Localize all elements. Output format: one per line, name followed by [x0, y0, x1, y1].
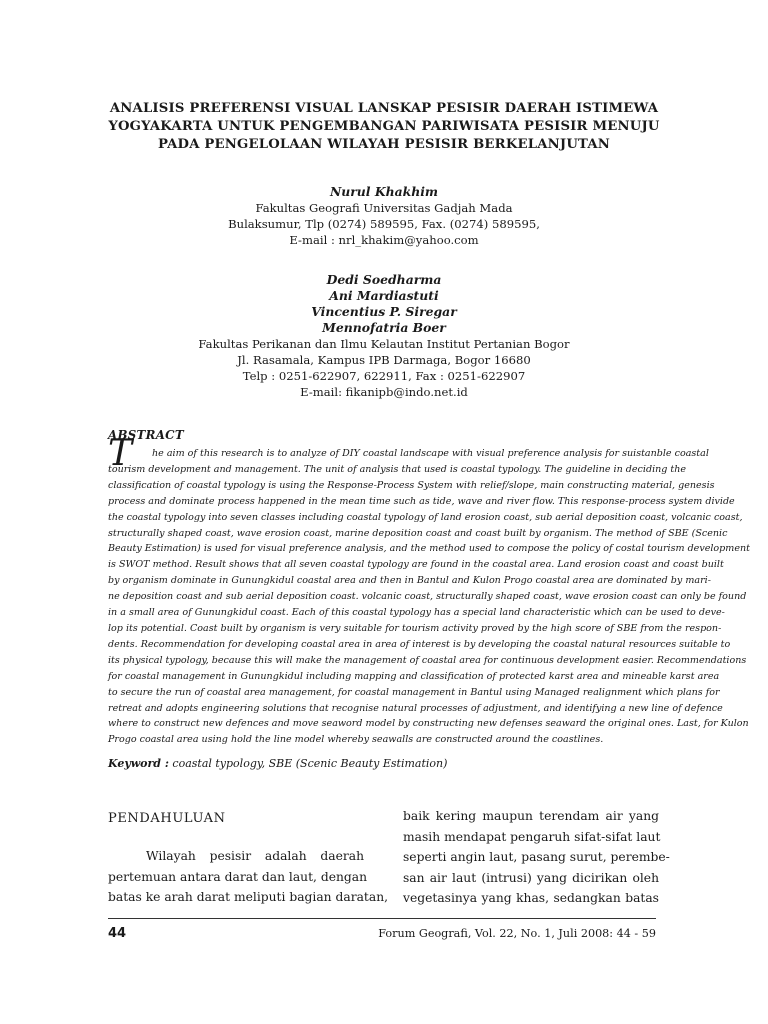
- journal-citation: Forum Geografi, Vol. 22, No. 1, Juli 2008: 44 - 59: [378, 927, 656, 940]
- affiliation-line: Fakultas Perikanan dan Ilmu Kelautan Institut Pertanian Bogor: [198, 337, 570, 351]
- affiliation-line: Jl. Rasamala, Kampus IPB Darmaga, Bogor 16680: [237, 353, 531, 367]
- section-heading: PENDAHULUAN: [108, 811, 226, 826]
- body-column-right: [403, 806, 670, 909]
- abstract-line: where to construct new defences and move seaword model by constructing new defenses seaward the original ones. Last, for Kulon: [108, 718, 749, 730]
- page-number: 44: [108, 926, 127, 941]
- author-email: E-mail : nrl_khakim@yahoo.com: [289, 233, 479, 247]
- abstract-line: its physical typology, because this will make the management of coastal area for continuous development easier. Recommendations: [108, 654, 747, 666]
- body-line: pertemuan antara darat dan laut, dengan: [108, 869, 368, 884]
- author-block-primary: [110, 184, 658, 248]
- affiliation-line: Telp : 0251-622907, 622911, Fax : 0251-622907: [242, 369, 526, 383]
- body-line: masih mendapat pengaruh sifat-sifat laut: [403, 829, 661, 844]
- body-column-left: [108, 846, 389, 908]
- abstract-line: by organism dominate in Gunungkidul coastal area and then in Bantul and Kulon Progo coastal area are dominated by mari-: [108, 575, 711, 587]
- affiliation-line: Bulaksumur, Tlp (0274) 589595, Fax. (0274) 589595,: [228, 217, 540, 231]
- abstract-line: to secure the run of coastal area management, for coastal management in Bantul using Managed realignment which plans for: [108, 686, 720, 698]
- author-name: Dedi Soedharma: [326, 272, 442, 287]
- body-line: vegetasinya yang khas, sedangkan batas: [403, 891, 659, 905]
- abstract-line: in a small area of Gunungkidul coast. Each of this coastal typology has a special land characteristic which can be used to deve-: [108, 607, 725, 619]
- abstract-line: lop its potential. Coast built by organism is very suitable for tourism activity proved by the high score of SBE from the respon-: [108, 622, 722, 634]
- abstract-line: for coastal management in Gunungkidul including mapping and classification of protected karst area and mineable karst area: [108, 670, 720, 682]
- body-line: batas ke arah darat meliputi bagian daratan,: [108, 890, 389, 904]
- abstract-line: Beauty Estimation) is used for visual preference analysis, and the method used to compose the policy of costal tourism development: [108, 543, 750, 555]
- title-line-3: PADA PENGELOLAAN WILAYAH PESISIR BERKELANJUTAN: [157, 137, 611, 152]
- keyword-label: Keyword :: [108, 757, 169, 770]
- abstract-line: classification of coastal typology is using the Response-Process System with relief/slope, main constructing material, genesis: [108, 479, 715, 491]
- abstract-line: tourism development and management. The unit of analysis that used is coastal typology. The guideline in deciding the: [108, 463, 687, 475]
- abstract-line: process and dominate process happened in the mean time such as tide, wave and river flow. This response-process system divide: [108, 495, 735, 507]
- body-line: baik kering maupun terendam air yang: [403, 809, 659, 823]
- author-name: Ani Mardiastuti: [329, 288, 439, 303]
- author-block-coauthors: [110, 272, 658, 400]
- abstract-line: Progo coastal area using hold the line model whereby seawalls are constructed around the coastlines.: [108, 734, 604, 746]
- abstract-line: the coastal typology into seven classes including coastal typology of land erosion coast, sub aerial deposition coast, volcanic coast,: [108, 511, 743, 523]
- title-line-2: YOGYAKARTA UNTUK PENGEMBANGAN PARIWISATA PESISIR MENUJU: [108, 119, 660, 134]
- abstract-line: is SWOT method. Result shows that all seven coastal typology are found in the coastal area. Land erosion coast and coast built: [108, 559, 724, 571]
- abstract-line: dents. Recommendation for developing coastal area in area of interest is by developing the coastal natural resources suitable to: [108, 638, 731, 650]
- author-name: Vincentius P. Siregar: [311, 304, 457, 319]
- abstract-line: retreat and adopts engineering solutions that recognise natural processes of adjustment, and identifying a new line of defence: [108, 702, 723, 714]
- author-email: E-mail: fikanipb@indo.net.id: [300, 385, 468, 399]
- abstract-dropcap: T: [108, 433, 133, 474]
- keyword-value: coastal typology, SBE (Scenic Beauty Estimation): [172, 757, 448, 770]
- body-line: san air laut (intrusi) yang dicirikan oleh: [403, 870, 659, 885]
- author-name: Nurul Khakhim: [329, 184, 439, 199]
- abstract-line: he aim of this research is to analyze of DIY coastal landscape with visual preference analysis for suistanble coastal: [152, 448, 709, 459]
- abstract-heading: ABSTRACT: [108, 428, 184, 442]
- body-line: Wilayah pesisir adalah daerah: [146, 849, 364, 863]
- body-line: seperti angin laut, pasang surut, perembe-: [403, 850, 670, 864]
- paper-title: [96, 100, 672, 154]
- abstract-line: structurally shaped coast, wave erosion coast, marine deposition coast and coast built by organism. The method of SBE (Scenic: [108, 527, 728, 539]
- footer-divider: [108, 918, 656, 919]
- keywords: [108, 757, 447, 770]
- abstract-body: [108, 446, 750, 748]
- author-name: Mennofatria Boer: [322, 320, 446, 335]
- title-line-1: ANALISIS PREFERENSI VISUAL LANSKAP PESISIR DAERAH ISTIMEWA: [109, 101, 659, 116]
- affiliation-line: Fakultas Geografi Universitas Gadjah Mada: [255, 201, 513, 215]
- abstract-line: ne deposition coast and sub aerial deposition coast. volcanic coast, structurally shaped coast, wave erosion coast can only be found: [108, 591, 747, 603]
